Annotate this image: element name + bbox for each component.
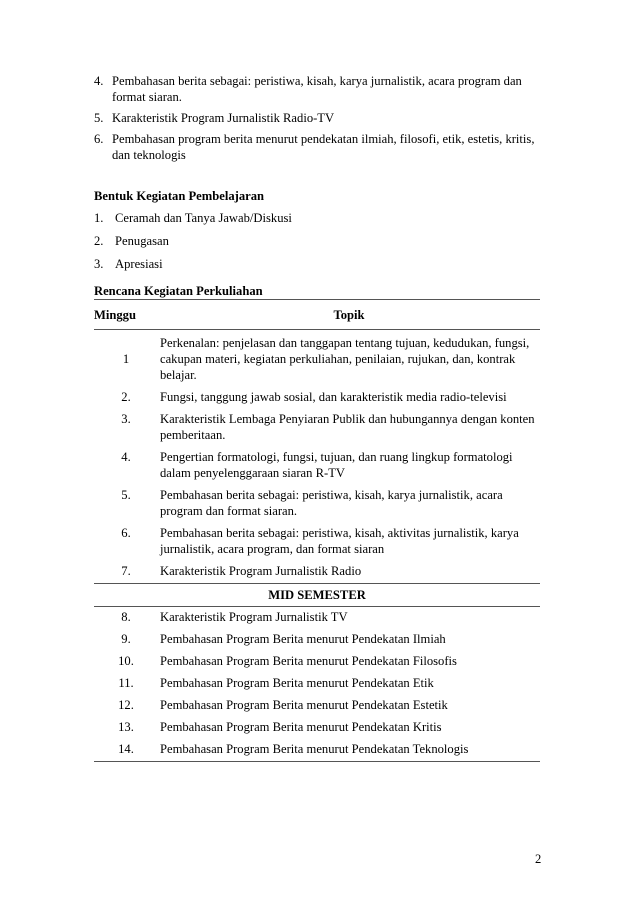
topic-cell: Pembahasan Program Berita menurut Pendekatan Teknologis (158, 739, 540, 762)
week-cell: 3. (121, 412, 131, 426)
activities-heading: Bentuk Kegiatan Pembelajaran (94, 189, 265, 203)
list-item-number: 1. (94, 211, 104, 225)
header-topic: Topik (158, 300, 540, 330)
schedule-table (94, 299, 540, 762)
header-week: Minggu (94, 300, 158, 330)
table-row (94, 717, 540, 739)
topic-cell: Fungsi, tanggung jawab sosial, dan karakteristik media radio-televisi (160, 390, 507, 404)
topic-cell: Pengertian formatologi, fungsi, tujuan, dan ruang lingkup formatologi dalam penyelenggaraan siaran R-TV (160, 450, 513, 480)
list-item-text: Ceramah dan Tanya Jawab/Diskusi (115, 211, 292, 225)
table-row (94, 651, 540, 673)
week-cell: 8. (121, 610, 131, 624)
list-item-number: 6. (94, 132, 104, 146)
table-row (94, 739, 540, 762)
week-cell: 13. (118, 720, 134, 734)
week-cell: 1 (122, 352, 130, 366)
schedule-heading: Rencana Kegiatan Perkuliahan (94, 284, 263, 298)
table-row (94, 330, 540, 388)
week-cell: 6. (121, 526, 131, 540)
list-item-number: 4. (94, 74, 104, 88)
topic-cell: Karakteristik Lembaga Penyiaran Publik dan hubungannya dengan konten pemberitaan. (160, 412, 535, 442)
list-item-number: 2. (94, 234, 104, 248)
list-item-text: Pembahasan berita sebagai: peristiwa, kisah, karya jurnalistik, acara program dan format siaran. (112, 74, 522, 104)
list-item-text: Karakteristik Program Jurnalistik Radio-TV (112, 111, 335, 125)
table-row (94, 673, 540, 695)
table-header-row (94, 300, 540, 330)
list-item-number: 5. (94, 111, 104, 125)
table-row (94, 695, 540, 717)
mid-semester-label: MID SEMESTER (94, 584, 540, 607)
week-cell: 4. (121, 450, 131, 464)
list-item (94, 210, 292, 233)
list-item-text: Pembahasan program berita menurut pendekatan ilmiah, filosofi, etik, estetis, kritis, dan teknologis (112, 132, 535, 162)
list-item-text: Penugasan (115, 234, 169, 248)
table-row (94, 485, 540, 523)
list-item (94, 233, 292, 256)
mid-semester-row (94, 584, 540, 607)
topic-cell: Pembahasan berita sebagai: peristiwa, kisah, aktivitas jurnalistik, karya jurnalistik, acara program, dan format siaran (160, 526, 519, 556)
list-item (94, 256, 292, 279)
topic-cell: Pembahasan berita sebagai: peristiwa, kisah, karya jurnalistik, acara program dan format siaran. (160, 488, 503, 518)
table-row (94, 629, 540, 651)
list-item (94, 110, 544, 126)
list-item-text: Apresiasi (115, 257, 163, 271)
topic-cell: Pembahasan Program Berita menurut Pendekatan Etik (160, 676, 434, 690)
week-cell: 14. (94, 739, 158, 762)
topic-cell: Pembahasan Program Berita menurut Pendekatan Kritis (160, 720, 442, 734)
course-description-list (94, 73, 544, 168)
topic-cell: Karakteristik Program Jurnalistik TV (160, 610, 348, 624)
topic-cell: Pembahasan Program Berita menurut Pendekatan Ilmiah (160, 632, 446, 646)
table-row (94, 409, 540, 447)
week-cell: 2. (121, 390, 131, 404)
table-row (94, 523, 540, 561)
list-item (94, 131, 544, 163)
topic-cell: Karakteristik Program Jurnalistik Radio (160, 564, 362, 578)
list-item-number: 3. (94, 257, 104, 271)
topic-cell: Pembahasan Program Berita menurut Pendekatan Filosofis (160, 654, 457, 668)
page-number: 2 (535, 852, 542, 866)
table-row (94, 607, 540, 630)
week-cell: 11. (118, 676, 134, 690)
week-cell: 9. (121, 632, 131, 646)
table-row (94, 447, 540, 485)
table-row (94, 561, 540, 584)
list-item (94, 73, 544, 105)
topic-cell: Pembahasan Program Berita menurut Pendekatan Estetik (160, 698, 448, 712)
week-cell: 5. (121, 488, 131, 502)
topic-cell: Perkenalan: penjelasan dan tanggapan tentang tujuan, kedudukan, fungsi, cakupan materi, kegiatan perkuliahan, penilaian, rujukan, dan, kontrak belajar. (160, 336, 530, 382)
week-cell: 10. (118, 654, 134, 668)
week-cell: 7. (121, 564, 131, 578)
week-cell: 12. (118, 698, 134, 712)
activities-list (94, 210, 292, 279)
table-row (94, 387, 540, 409)
